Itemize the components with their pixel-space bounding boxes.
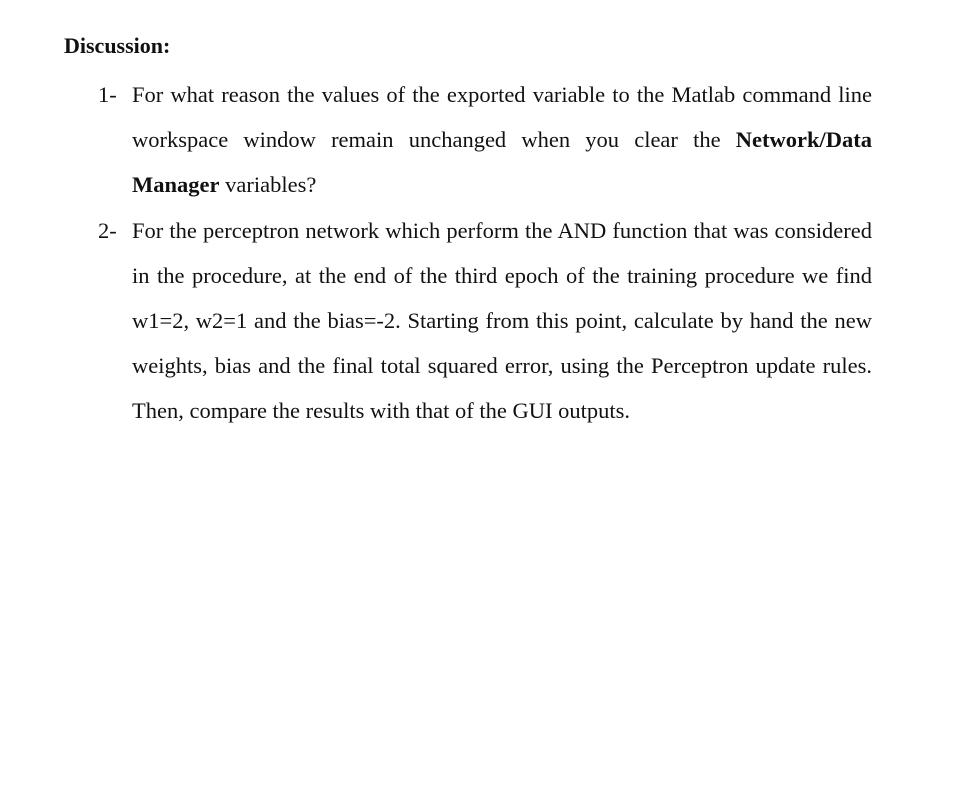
discussion-heading: Discussion: xyxy=(64,33,171,58)
question-1-bold-term: Network/Data Manager xyxy=(132,127,872,198)
question-1 xyxy=(98,72,872,208)
question-list xyxy=(98,72,872,434)
question-2 xyxy=(98,208,872,434)
question-1-text-start: For what reason the values of the exported variable to the Matlab command line workspace window remain unchanged when you clear the xyxy=(132,82,872,153)
question-1-number: 1- xyxy=(98,82,117,107)
question-2-number: 2- xyxy=(98,217,117,243)
question-1-text-end: variables? xyxy=(219,172,317,198)
question-2-text: For the perceptron network which perform the AND function that was considered in the procedure, at the end of the third epoch of the training procedure we find w1=2, w2=1 and the bias=-2. Starting from this point, calculate by hand the new weights, bias and the final total squared error, using the Perceptron update rules. Then, compare the results with that of the GUI outputs. xyxy=(132,217,872,424)
question-1-text xyxy=(132,82,872,197)
